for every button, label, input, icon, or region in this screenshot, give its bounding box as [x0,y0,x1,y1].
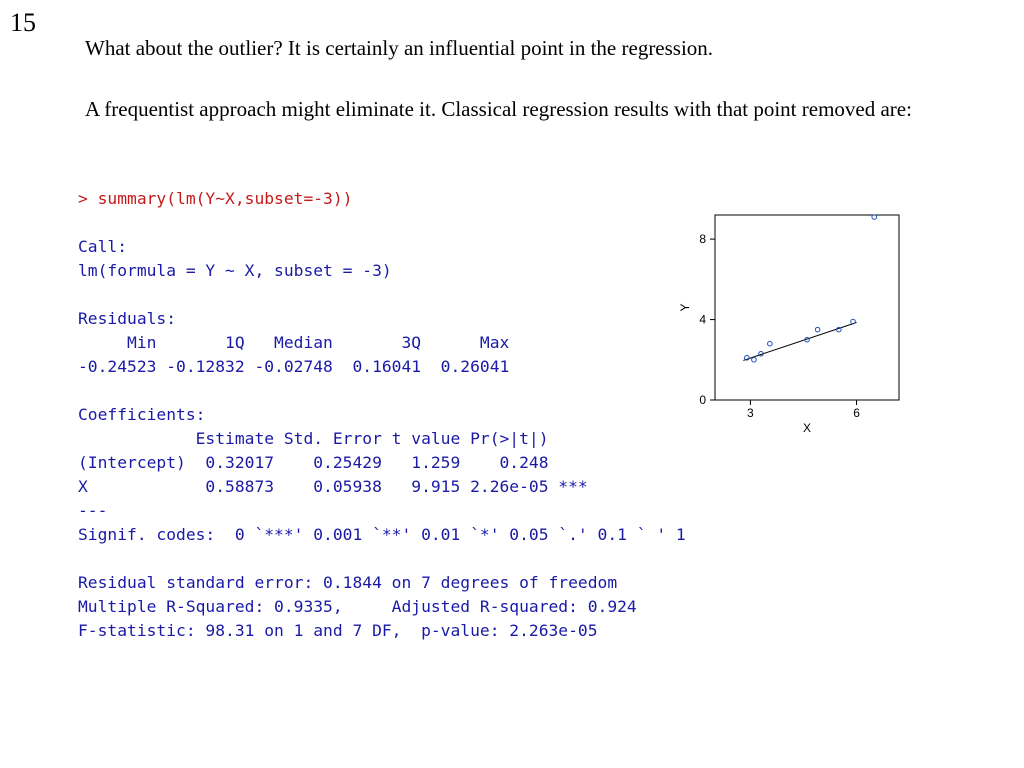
x-tick-label: 3 [747,406,754,420]
console-output-line: X 0.58873 0.05938 9.915 2.26e-05 *** [78,477,588,496]
regression-fit-line [743,323,856,361]
data-point [752,357,757,362]
slide-number: 15 [10,8,36,37]
regression-scatter-plot [676,205,906,445]
console-output-line: -0.24523 -0.12832 -0.02748 0.16041 0.26041 [78,357,510,376]
plot-frame [715,215,899,400]
console-output-line: Multiple R-Squared: 0.9335, Adjusted R-squared: 0.924 [78,597,637,616]
y-axis-label: Y [678,303,692,312]
console-output-line: Min 1Q Median 3Q Max [78,333,510,352]
console-output-line: F-statistic: 98.31 on 1 and 7 DF, p-value: 2.263e-05 [78,621,598,640]
console-output-line: Residual standard error: 0.1844 on 7 degrees of freedom [78,573,618,592]
console-output-line: Residuals: [78,309,177,328]
console-output-line: Estimate Std. Error t value Pr(>|t|) [78,429,549,448]
data-point [768,341,773,346]
y-tick-label: 0 [699,393,706,407]
console-output-line: Coefficients: [78,405,206,424]
console-command-line: > summary(lm(Y~X,subset=-3)) [78,189,353,208]
console-output-line: --- [78,501,108,520]
x-tick-label: 6 [853,406,860,420]
data-point [851,319,856,324]
x-axis-label: X [802,421,812,435]
console-output-line: Signif. codes: 0 `***' 0.001 `**' 0.01 `*' 0.05 `.' 0.1 ` ' 1 [78,525,686,544]
console-output-line: (Intercept) 0.32017 0.25429 1.259 0.248 [78,453,549,472]
console-output-line: lm(formula = Y ~ X, subset = -3) [78,261,392,280]
data-point [815,327,820,332]
intro-paragraph: What about the outlier? It is certainly an influential point in the regression. [85,36,714,60]
console-output-line [78,547,838,571]
console-output-line: Call: [78,237,128,256]
scatter-plot-svg [676,205,906,445]
y-tick-label: 4 [699,312,706,327]
y-tick-label: 8 [699,232,706,247]
approach-paragraph: A frequentist approach might eliminate it. Classical regression results with that point removed are: [85,97,912,121]
